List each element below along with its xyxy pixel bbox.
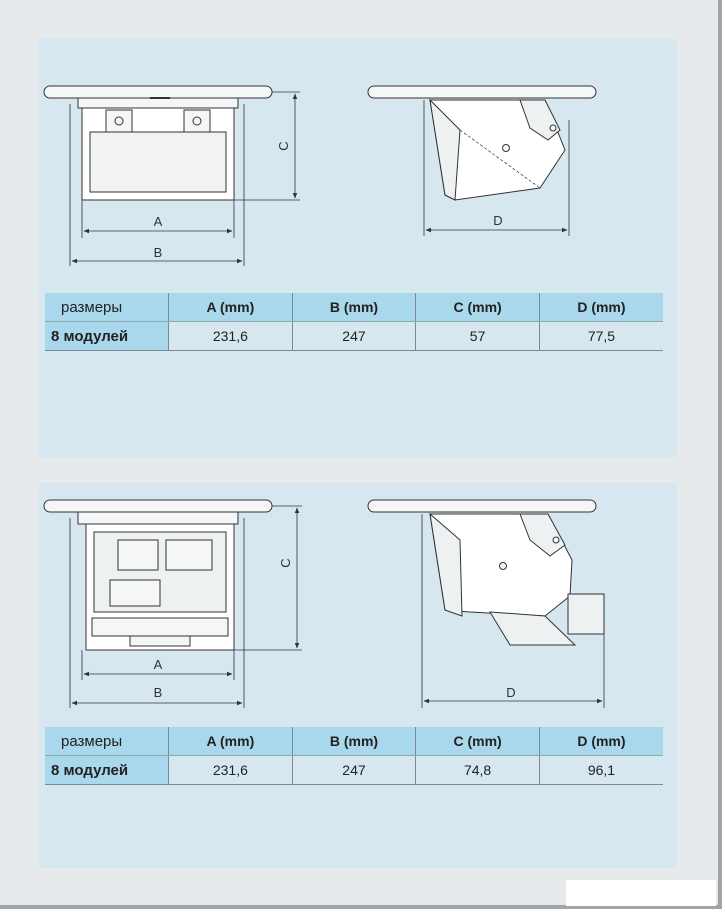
socket-slot-left — [118, 540, 158, 570]
cover-plate — [44, 86, 272, 98]
value-d: 77,5 — [539, 322, 663, 351]
value-c: 74,8 — [416, 756, 540, 785]
socket-slot-right — [166, 540, 212, 570]
column-header-d: D (mm) — [539, 293, 663, 322]
value-d: 96,1 — [539, 756, 663, 785]
frame-rim — [78, 98, 238, 108]
column-header-b: B (mm) — [292, 727, 416, 756]
side-view-2 — [368, 500, 604, 645]
side-pivot — [553, 537, 559, 543]
table-row-header: размеры — [45, 727, 169, 756]
side-hole — [500, 563, 507, 570]
column-header-a: A (mm) — [169, 727, 293, 756]
side-view-1 — [368, 86, 596, 200]
value-c: 57 — [416, 322, 540, 351]
side-plug-head — [568, 594, 604, 634]
table-row — [45, 322, 663, 351]
terminal-block — [110, 580, 160, 606]
table-header-row — [45, 293, 663, 322]
box-cavity — [90, 132, 226, 192]
side-hole — [503, 145, 510, 152]
dim-label-b-2: B — [153, 685, 163, 700]
screw-left — [115, 117, 123, 125]
front-view-1 — [44, 86, 272, 200]
screw-right — [193, 117, 201, 125]
table-row — [45, 756, 663, 785]
dim-label-a-2: A — [153, 657, 163, 672]
dimensions-table-1 — [45, 293, 663, 351]
dim-label-d-2: D — [506, 685, 516, 700]
side-cover-plate — [368, 86, 596, 98]
column-header-a: A (mm) — [169, 293, 293, 322]
side-plug-body — [490, 612, 575, 645]
frame-rim — [78, 512, 238, 524]
value-a: 231,6 — [169, 756, 293, 785]
dim-label-c-2: C — [278, 558, 293, 568]
dim-label-c-1: C — [276, 141, 291, 151]
column-header-c: C (mm) — [416, 293, 540, 322]
table-row-header: размеры — [45, 293, 169, 322]
front-view-2 — [44, 500, 272, 650]
dim-label-a-1: A — [153, 214, 163, 229]
column-header-b: B (mm) — [292, 293, 416, 322]
column-header-c: C (mm) — [416, 727, 540, 756]
table-header-row — [45, 727, 663, 756]
row-label: 8 модулей — [45, 322, 169, 351]
side-cover-plate — [368, 500, 596, 512]
value-a: 231,6 — [169, 322, 293, 351]
dimensions-table-2 — [45, 727, 663, 785]
base-tray — [92, 618, 228, 636]
base-lip — [130, 636, 190, 646]
row-label: 8 модулей — [45, 756, 169, 785]
dim-label-b-1: B — [153, 245, 163, 260]
column-header-d: D (mm) — [539, 727, 663, 756]
side-pivot — [550, 125, 556, 131]
dim-label-d-1: D — [493, 213, 503, 228]
value-b: 247 — [292, 322, 416, 351]
value-b: 247 — [292, 756, 416, 785]
cover-plate — [44, 500, 272, 512]
